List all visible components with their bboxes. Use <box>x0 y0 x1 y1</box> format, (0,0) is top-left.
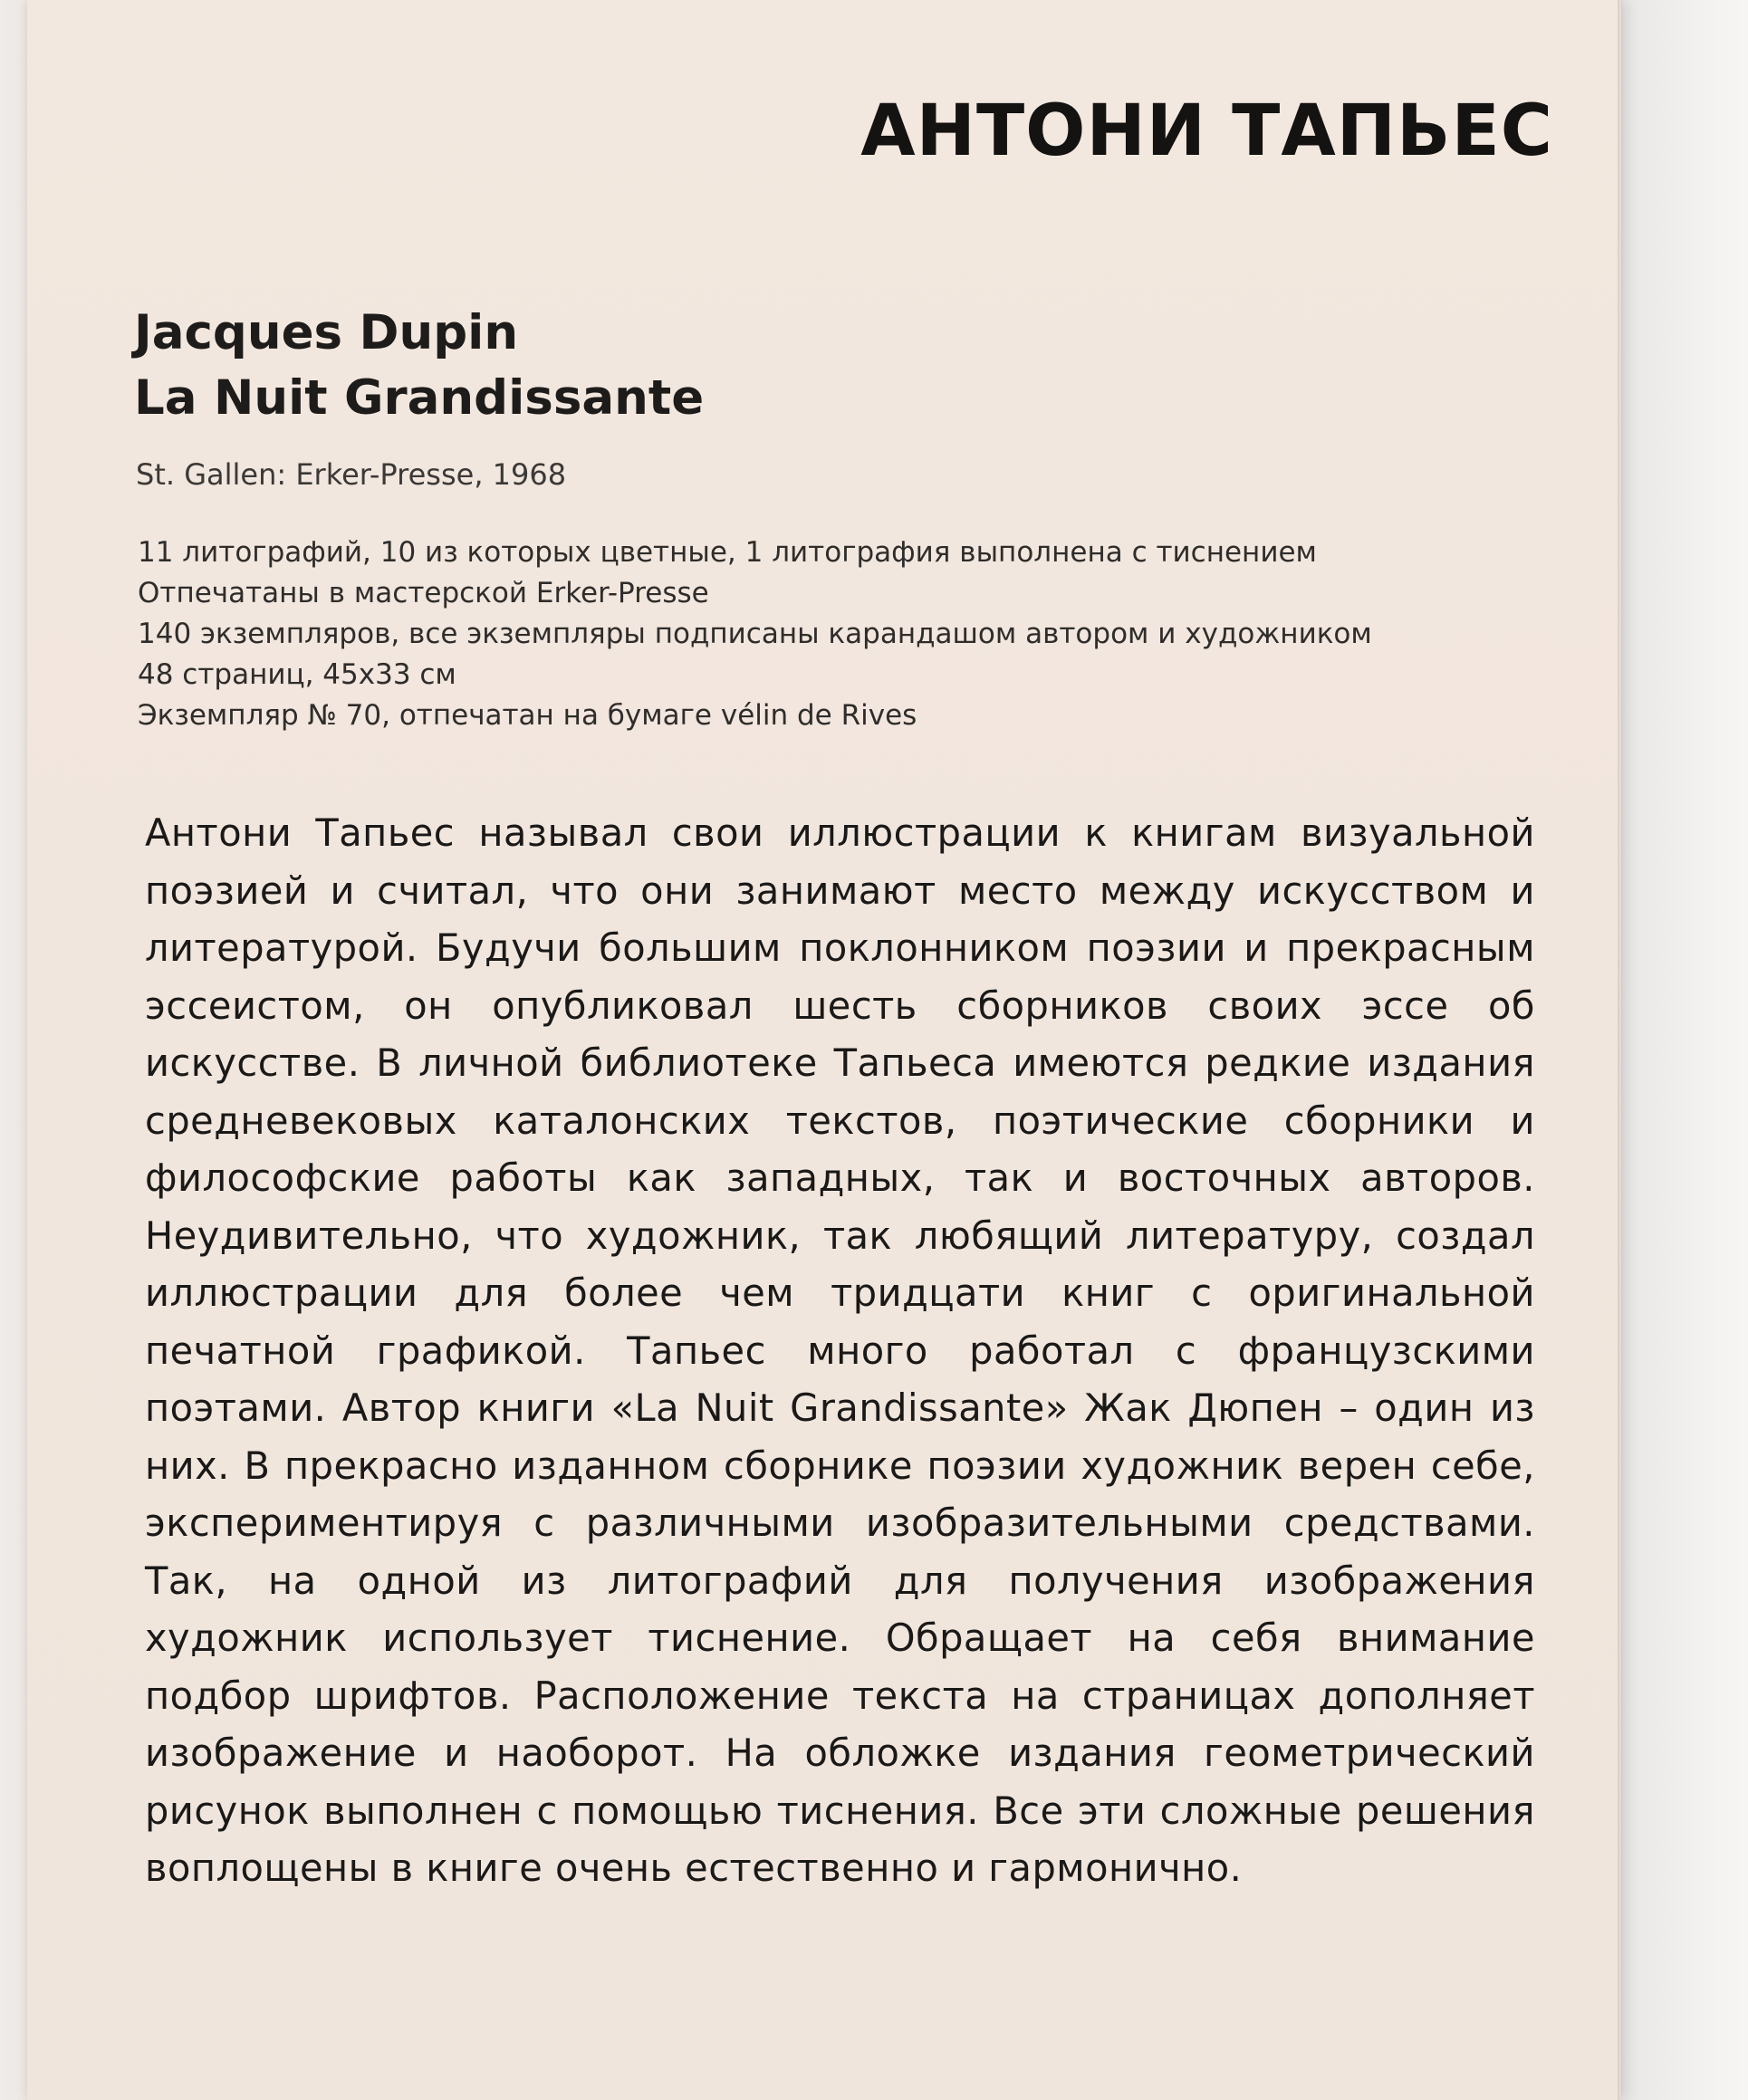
description-paragraph: Антони Тапьес называл свои иллюстрации к книгам визуальной поэзией и считал, что они занимают место между искусством и литературой. Будучи большим поклонником поэзии и прекрасным эссеистом, он опубликовал шесть сборников своих эссе об искусстве. В личной библиотеке Тапьеса имеются редкие издания средневековых каталонских текстов, поэтические сборники и философские работы как западных, так и восточных авторов. Неудивительно, что художник, так любящий литературу, создал иллюстрации для более чем тридцати книг с оригинальной печатной графикой. Тапьес много работал с французскими поэтами. Автор книги «La Nuit Grandissante» Жак Дюпен – один из них. В прекрасно изданном сборнике поэзии художник верен себе, экспериментируя с различными изобразительными средствами. Так, на одной из литографий для получения изображения художник использует тиснение. Обращает на себя внимание подбор шрифтов. Расположение текста на страницах дополняет изображение и наоборот. На обложке издания геометрический рисунок выполнен с помощью тиснения. Все эти сложные решения воплощены в книге очень естественно и гармонично. <box>145 810 1535 1890</box>
edition-details <box>138 532 1372 736</box>
wall-right <box>1621 0 1748 2100</box>
detail-line: 11 литографий, 10 из которых цветные, 1 литография выполнена с тиснением <box>138 536 1317 569</box>
book-title: La Nuit Grandissante <box>134 370 705 426</box>
detail-line: Экземпляр № 70, отпечатан на бумаге vélin de Rives <box>138 699 917 732</box>
panel-edge-shadow <box>1618 0 1623 2100</box>
detail-line: Отпечатаны в мастерской Erker-Presse <box>138 577 709 609</box>
book-author: Jacques Dupin <box>134 305 519 360</box>
book-heading <box>134 301 704 431</box>
detail-line: 48 страниц, 45х33 см <box>138 658 456 691</box>
detail-line: 140 экземпляров, все экземпляры подписаны карандашом автором и художником <box>138 618 1372 650</box>
imprint-line: St. Gallen: Erker-Presse, 1968 <box>136 457 567 492</box>
artist-name: АНТОНИ ТАПЬЕС <box>860 91 1553 172</box>
